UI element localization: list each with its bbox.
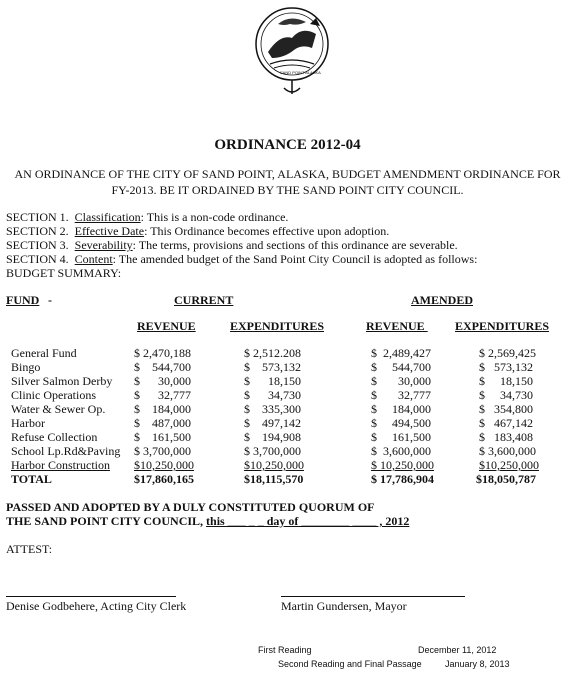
table-cell-current-revenue: $ 544,700 xyxy=(134,360,191,374)
city-seal-logo xyxy=(250,4,334,96)
table-cell-current-revenue: $ 2,470,188 xyxy=(134,346,191,360)
table-cell-current-revenue: $ 161,500 xyxy=(134,430,191,444)
attest-label: ATTEST: xyxy=(6,542,53,556)
clerk-name: Denise Godbehere, Acting City Clerk xyxy=(6,599,187,613)
table-cell-current-expenditures: $ 18,150 xyxy=(244,374,301,388)
mayor-signature-line xyxy=(281,596,465,597)
table-cell-amended-expenditures: $ 3,600,000 xyxy=(479,444,536,458)
current-revenue-header: REVENUE xyxy=(137,319,196,333)
table-cell-amended-expenditures: $ 183,408 xyxy=(479,430,533,444)
table-cell-current-revenue: $ 3,700,000 xyxy=(134,444,191,458)
table-cell-amended-revenue: $ 32,777 xyxy=(371,388,431,402)
table-cell-amended-revenue: $ 2,489,427 xyxy=(371,346,431,360)
mayor-name: Martin Gundersen, Mayor xyxy=(281,599,407,613)
total-current-revenue: $17,860,165 xyxy=(134,472,194,486)
table-cell-current-expenditures: $ 335,300 xyxy=(244,402,301,416)
table-cell-current-expenditures: $ 573,132 xyxy=(244,360,301,374)
section-1: SECTION 1. Classification: This is a non-code ordinance. xyxy=(6,210,289,224)
table-cell-amended-expenditures: $ 34,730 xyxy=(479,388,533,402)
table-cell-current-expenditures: $10,250,000 xyxy=(244,458,304,472)
total-amended-revenue: $ 17,786,904 xyxy=(371,472,434,486)
seal-text: SAND POINT ALASKA xyxy=(280,70,321,75)
table-cell-current-revenue: $ 487,000 xyxy=(134,416,191,430)
amended-header: AMENDED xyxy=(411,293,473,307)
table-cell-current-revenue: $ 30,000 xyxy=(134,374,191,388)
clerk-signature-line xyxy=(6,596,176,597)
table-cell-amended-revenue: $ 544,700 xyxy=(371,360,431,374)
table-cell-amended-expenditures: $ 573,132 xyxy=(479,360,533,374)
table-cell-current-revenue: $ 184,000 xyxy=(134,402,191,416)
table-cell-amended-expenditures: $ 2,569,425 xyxy=(479,346,536,360)
passed-adopted-line-2: THE SAND POINT CITY COUNCIL, this ___ _ _ day of ________ ____ , 2012 xyxy=(6,514,410,528)
total-label: TOTAL xyxy=(11,472,52,486)
total-amended-expenditures: $18,050,787 xyxy=(476,472,536,486)
current-header: CURRENT xyxy=(174,293,234,307)
table-cell-amended-revenue: $ 3,600,000 xyxy=(371,444,431,458)
table-cell-amended-expenditures: $10,250,000 xyxy=(479,458,539,472)
table-row-fund: General Fund xyxy=(11,346,77,360)
table-cell-amended-revenue: $ 161,500 xyxy=(371,430,431,444)
ordinance-title: ORDINANCE 2012-04 xyxy=(214,137,361,153)
table-cell-amended-revenue: $ 30,000 xyxy=(371,374,431,388)
budget-summary-label: BUDGET SUMMARY: xyxy=(6,266,122,280)
table-cell-current-expenditures: $ 34,730 xyxy=(244,388,301,402)
table-cell-current-expenditures: $ 2,512.208 xyxy=(244,346,301,360)
amended-expenditures-header: EXPENDITURES xyxy=(455,319,550,333)
table-cell-amended-expenditures: $ 354,800 xyxy=(479,402,533,416)
table-cell-amended-expenditures: $ 18,150 xyxy=(479,374,533,388)
table-row-fund: Harbor xyxy=(11,416,45,430)
table-cell-amended-expenditures: $ 467,142 xyxy=(479,416,533,430)
intro-line-2: FY-2013. BE IT ORDAINED BY THE SAND POINT CITY COUNCIL. xyxy=(111,183,464,197)
intro-line-1: AN ORDINANCE OF THE CITY OF SAND POINT, ALASKA, BUDGET AMENDMENT ORDINANCE FOR xyxy=(14,167,561,181)
table-cell-current-revenue: $10,250,000 xyxy=(134,458,194,472)
second-reading-date: January 8, 2013 xyxy=(445,659,510,669)
table-row-fund: School Lp.Rd&Paving xyxy=(11,444,121,458)
fund-header-dash: - xyxy=(48,293,52,307)
second-reading-label: Second Reading and Final Passage xyxy=(278,659,422,669)
table-row-fund: Silver Salmon Derby xyxy=(11,374,113,388)
table-row-fund: Harbor Construction xyxy=(11,458,110,472)
table-row-fund: Refuse Collection xyxy=(11,430,98,444)
fund-header: FUND xyxy=(6,293,40,307)
first-reading-date: December 11, 2012 xyxy=(418,645,497,655)
table-cell-current-revenue: $ 32,777 xyxy=(134,388,191,402)
table-row-fund: Clinic Operations xyxy=(11,388,96,402)
table-cell-current-expenditures: $ 3,700,000 xyxy=(244,444,301,458)
passed-adopted-line-1: PASSED AND ADOPTED BY A DULY CONSTITUTED QUORUM OF xyxy=(6,500,375,514)
table-cell-current-expenditures: $ 194,908 xyxy=(244,430,301,444)
table-cell-current-expenditures: $ 497,142 xyxy=(244,416,301,430)
table-row-fund: Water & Sewer Op. xyxy=(11,402,106,416)
amended-revenue-header: REVENUE xyxy=(366,319,428,333)
first-reading-label: First Reading xyxy=(258,645,312,655)
total-current-expenditures: $18,115,570 xyxy=(244,472,304,486)
section-4: SECTION 4. Content: The amended budget of the Sand Point City Council is adopted as follows: xyxy=(6,252,478,266)
table-cell-amended-revenue: $ 184,000 xyxy=(371,402,431,416)
table-cell-amended-revenue: $ 494,500 xyxy=(371,416,431,430)
current-expenditures-header: EXPENDITURES xyxy=(230,319,325,333)
section-2: SECTION 2. Effective Date: This Ordinance becomes effective upon adoption. xyxy=(6,224,390,238)
table-cell-amended-revenue: $ 10,250,000 xyxy=(371,458,434,472)
table-row-fund: Bingo xyxy=(11,360,41,374)
section-3: SECTION 3. Severability: The terms, provisions and sections of this ordinance are severable. xyxy=(6,238,458,252)
